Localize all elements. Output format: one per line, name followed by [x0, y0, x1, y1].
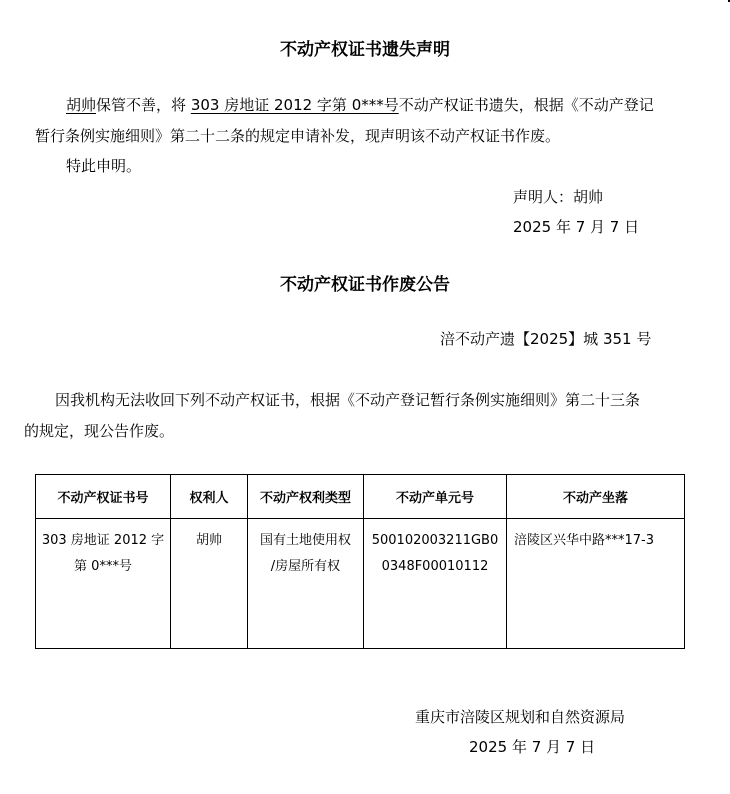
cell-location [507, 519, 685, 649]
table-header-row [36, 475, 685, 519]
void-notice-line-1: 因我机构无法收回下列不动产权证书，根据《不动产登记暂行条例实施细则》第二十三条 [55, 391, 641, 409]
cell-right-type-line-1: 国有土地使用权 [259, 533, 351, 548]
void-notice-title: 不动产权证书作废公告 [280, 275, 450, 295]
loss-notice-date: 2025 年 7 月 7 日 [513, 218, 640, 236]
header-unit-no: 不动产单元号 [364, 475, 507, 519]
cell-unit-no-line-1: 500102003211GB0 [371, 533, 499, 548]
loss-notice-title: 不动产权证书遗失声明 [280, 40, 450, 60]
cell-unit-no-line-2: 0348F00010112 [381, 559, 489, 574]
loss-notice-line-2: 暂行条例实施细则》第二十二条的规定申请补发，现声明该不动产权证书作废。 [35, 127, 561, 145]
issuer: 重庆市涪陵区规划和自然资源局 [415, 708, 626, 726]
void-notice-line-2: 的规定，现公告作废。 [24, 422, 175, 440]
loss-text-2: 不动产权证书遗失，根据《不动产登记 [398, 96, 654, 114]
owner-name: 胡帅 [66, 96, 97, 114]
cell-right-type-line-2: /房屋所有权 [270, 559, 341, 574]
header-cert-no: 不动产权证书号 [36, 475, 171, 519]
cell-unit-no [364, 519, 507, 649]
cell-cert-no [36, 519, 171, 649]
void-notice-date: 2025 年 7 月 7 日 [469, 738, 596, 756]
header-location: 不动产坐落 [507, 475, 685, 519]
declarant: 声明人：胡帅 [513, 188, 604, 206]
cell-right-type [248, 519, 364, 649]
loss-notice-line-3: 特此申明。 [66, 157, 142, 175]
loss-notice-line-1 [66, 91, 654, 120]
cell-cert-no-line-2: 第 0***号 [74, 559, 132, 574]
cell-cert-no-line-1: 303 房地证 2012 字 [41, 533, 165, 548]
header-right-type: 不动产权利类型 [248, 475, 364, 519]
cell-holder [171, 519, 248, 649]
loss-text-1: 保管不善，将 [96, 96, 187, 114]
certificate-table [35, 474, 685, 649]
cell-location-text: 涪陵区兴华中路***17-3 [514, 533, 655, 548]
cell-holder-text: 胡帅 [195, 533, 222, 548]
document-number: 涪不动产遗【2025】城 351 号 [440, 330, 652, 348]
cert-number: 303 房地证 2012 字第 0***号 [190, 96, 399, 114]
table-row [36, 519, 685, 649]
header-holder: 权利人 [171, 475, 248, 519]
